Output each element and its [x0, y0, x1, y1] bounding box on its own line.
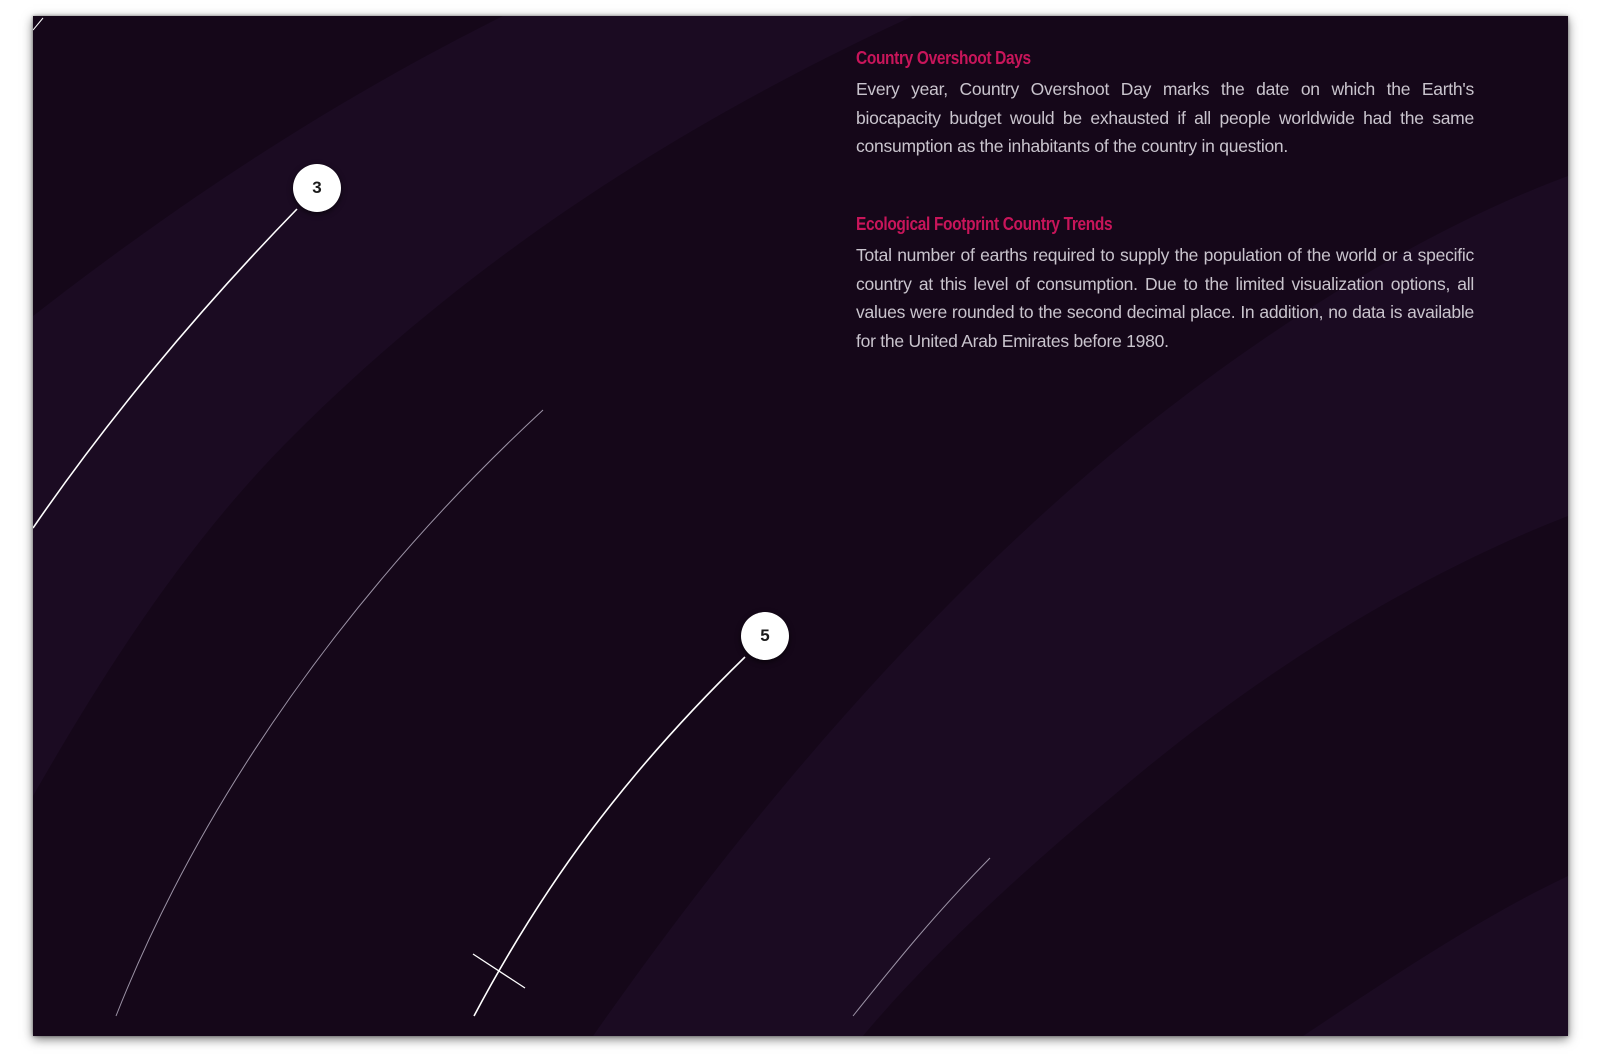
overshoot-section [856, 48, 1474, 161]
marker-5[interactable]: 5 [741, 612, 789, 660]
tick-mark [473, 954, 525, 988]
trends-heading: Ecological Footprint Country Trends [856, 214, 1113, 234]
corner-tick [33, 18, 43, 30]
overshoot-heading: Country Overshoot Days [856, 48, 1031, 68]
background-band [33, 16, 913, 796]
overshoot-body: Every year, Country Overshoot Day marks the date on which the Earth's biocapacity budget would be exhausted if all people worldwide had the same consumption as the inhabitants of the country in question. [856, 79, 1474, 156]
marker-3[interactable]: 3 [293, 164, 341, 212]
background-band [1303, 876, 1568, 1036]
trends-body: Total number of earths required to supply the population of the world or a specific country at this level of consumption. Due to the limited visualization options, all values were rounded to the second decimal place. In addition, no data is available for the United Arab Emirates before 1980. [856, 245, 1474, 351]
poster-page [33, 16, 1568, 1036]
background-artwork [33, 16, 1568, 1036]
trends-section [856, 214, 1474, 355]
